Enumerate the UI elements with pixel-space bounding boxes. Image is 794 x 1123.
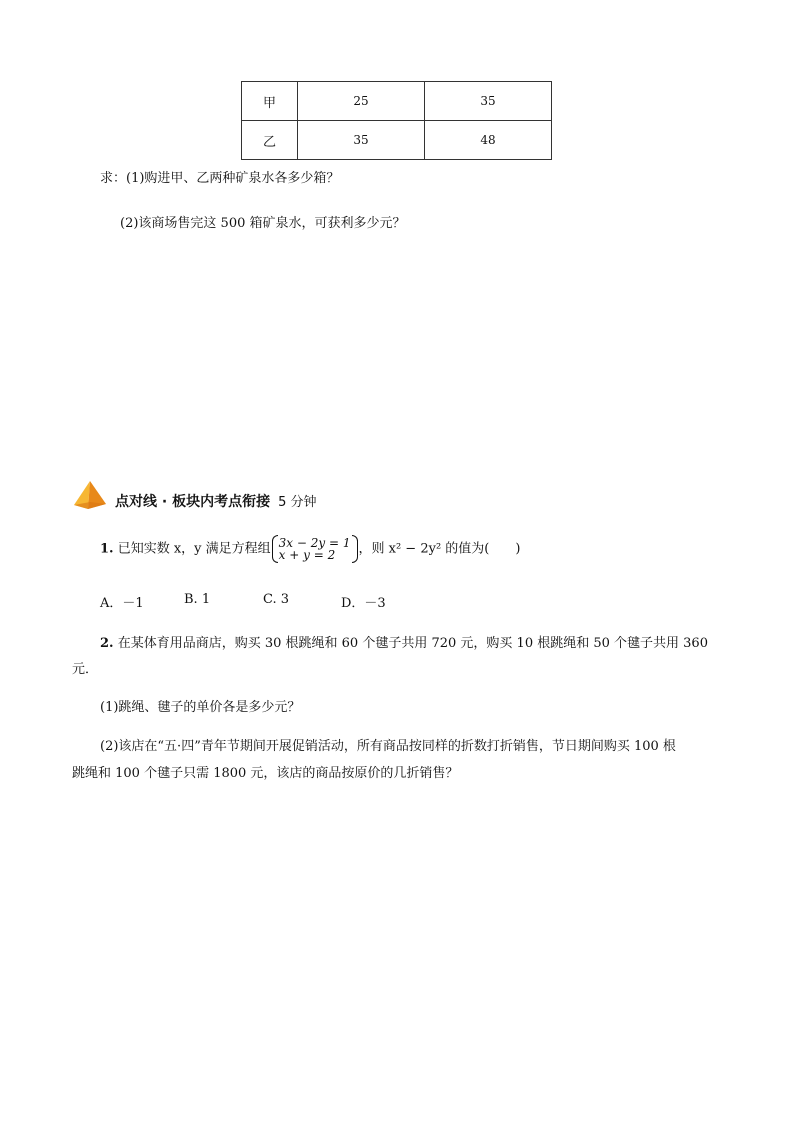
pyramid-icon [72, 480, 108, 514]
question-number: 1. [100, 541, 114, 557]
table-cell: 乙 [242, 121, 298, 160]
section-title [115, 491, 316, 511]
question-part-2: (2)该商场售完这 500 箱矿泉水，可获利多少元？ [120, 216, 406, 231]
question-text: 在某体育用品商店，购买 30 根跳绳和 60 个毽子共用 720 元，购买 10 根跳绳和 50 个毽子共用 360 [117, 636, 708, 651]
section-time: 5 分钟 [278, 495, 317, 510]
price-table [241, 81, 552, 160]
question-2-part-2: (2)该店在“五·四”青年节期间开展促销活动，所有商品按同样的折数打折销售，节日期间购买 100 根 [100, 739, 676, 754]
question-1 [100, 537, 520, 561]
table-cell: 35 [298, 121, 425, 160]
option-b: B. 1 [184, 592, 211, 607]
table-row [242, 82, 552, 121]
question-2-part-1: (1)跳绳、毽子的单价各是多少元？ [100, 700, 301, 715]
table-cell: 35 [425, 82, 552, 121]
equation-1: 3x − 2y = 1 [278, 536, 351, 550]
table-cell: 48 [425, 121, 552, 160]
question-2-part-2-cont: 跳绳和 100 个毽子只需 1800 元，该店的商品按原价的几折销售？ [72, 766, 459, 781]
equation-2: x + y = 2 [278, 548, 336, 562]
question-text-end: ，则 x² − 2y² 的值为( ) [358, 541, 521, 557]
section-header [72, 480, 472, 510]
question-text: 已知实数 x，y 满足方程组 [117, 541, 271, 557]
option-a: A．－1 [100, 596, 144, 611]
option-c: C. 3 [263, 592, 290, 607]
table-cell: 25 [298, 82, 425, 121]
equation-system [272, 537, 358, 561]
question-2-cont: 元． [72, 662, 99, 677]
table-row [242, 121, 552, 160]
question-part-1: 求：(1)购进甲、乙两种矿泉水各多少箱？ [100, 171, 340, 186]
option-d: D．－3 [341, 596, 386, 611]
table-cell: 甲 [242, 82, 298, 121]
question-2 [100, 632, 708, 651]
section-title-text: 点对线 · 板块内考点衔接 [115, 494, 271, 510]
question-number: 2. [100, 636, 114, 651]
